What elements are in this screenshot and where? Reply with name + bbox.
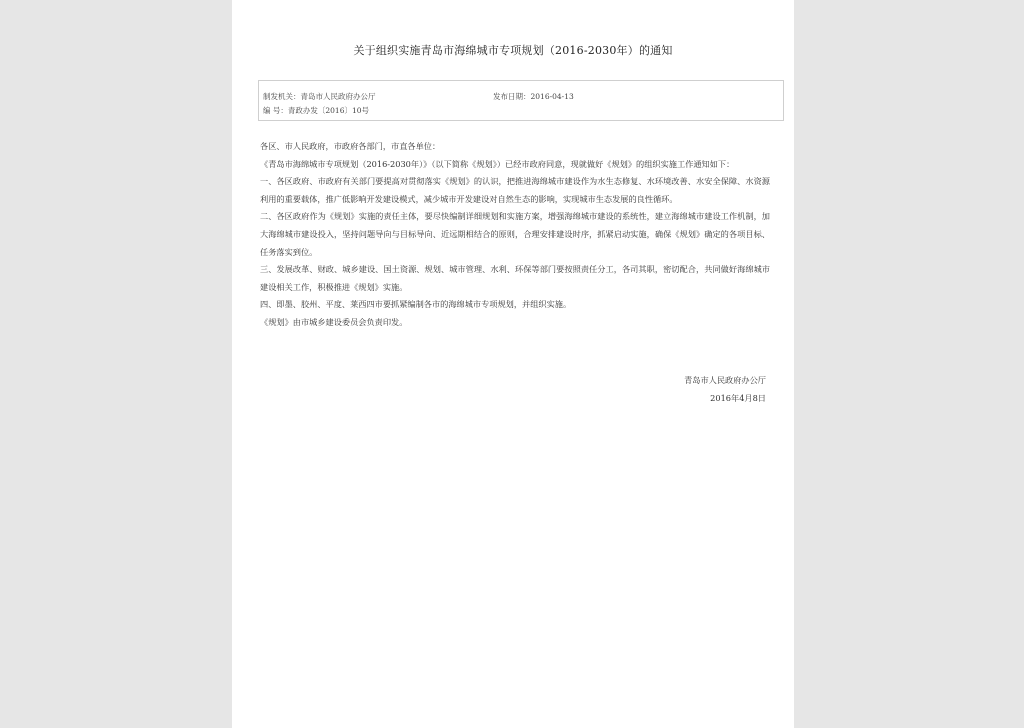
signature-block — [684, 372, 766, 407]
signature-org: 青岛市人民政府办公厅 — [684, 375, 766, 385]
intro-paragraph: 《青岛市海绵城市专项规划（2016-2030年）》（以下简称《规划》）已经市政府同意，现就做好《规划》的组织实施工作通知如下： — [260, 158, 735, 169]
paragraph-item-5: 《规划》由市城乡建设委员会负责印发。 — [260, 316, 408, 327]
paragraph-item-3: 三、发展改革、财政、城乡建设、国土资源、规划、城市管理、水利、环保等部门要按照责任分工，各司其职，密切配合，共同做好海绵城市建设相关工作，积极推进《规划》实施。 — [260, 264, 770, 292]
document-meta-box — [258, 80, 784, 121]
document-body — [260, 138, 770, 332]
document-title: 关于组织实施青岛市海绵城市专项规划（2016-2030年）的通知 — [353, 44, 673, 57]
paragraph-item-2: 二、各区政府作为《规划》实施的责任主体，要尽快编制详细规划和实施方案，增强海绵城市建设的系统性，建立海绵城市建设工作机制，加大海绵城市建设投入，坚持问题导向与目标导向、近远期相结合的原则，合理安排建设时序，抓紧启动实施，确保《规划》确定的各项目标、任务落实到位。 — [260, 211, 770, 257]
document-page — [232, 0, 794, 728]
issuer-field: 制发机关：青岛市人民政府办公厅 — [263, 92, 376, 101]
publish-date-field: 发布日期：2016-04-13 — [493, 92, 574, 101]
paragraph-item-4: 四、即墨、胶州、平度、莱西四市要抓紧编制各市的海绵城市专项规划，并组织实施。 — [260, 299, 572, 310]
document-number-field: 编 号：青政办发〔2016〕10号 — [263, 106, 370, 115]
paragraph-item-1: 一、各区政府、市政府有关部门要提高对贯彻落实《规划》的认识，把推进海绵城市建设作为水生态修复、水环境改善、水安全保障、水资源利用的重要载体，推广低影响开发建设模式，减少城市开发建设对自然生态的影响，实现城市生态发展的良性循环。 — [260, 176, 770, 204]
salutation: 各区、市人民政府，市政府各部门，市直各单位： — [260, 141, 441, 151]
signature-date: 2016年4月8日 — [710, 392, 766, 403]
